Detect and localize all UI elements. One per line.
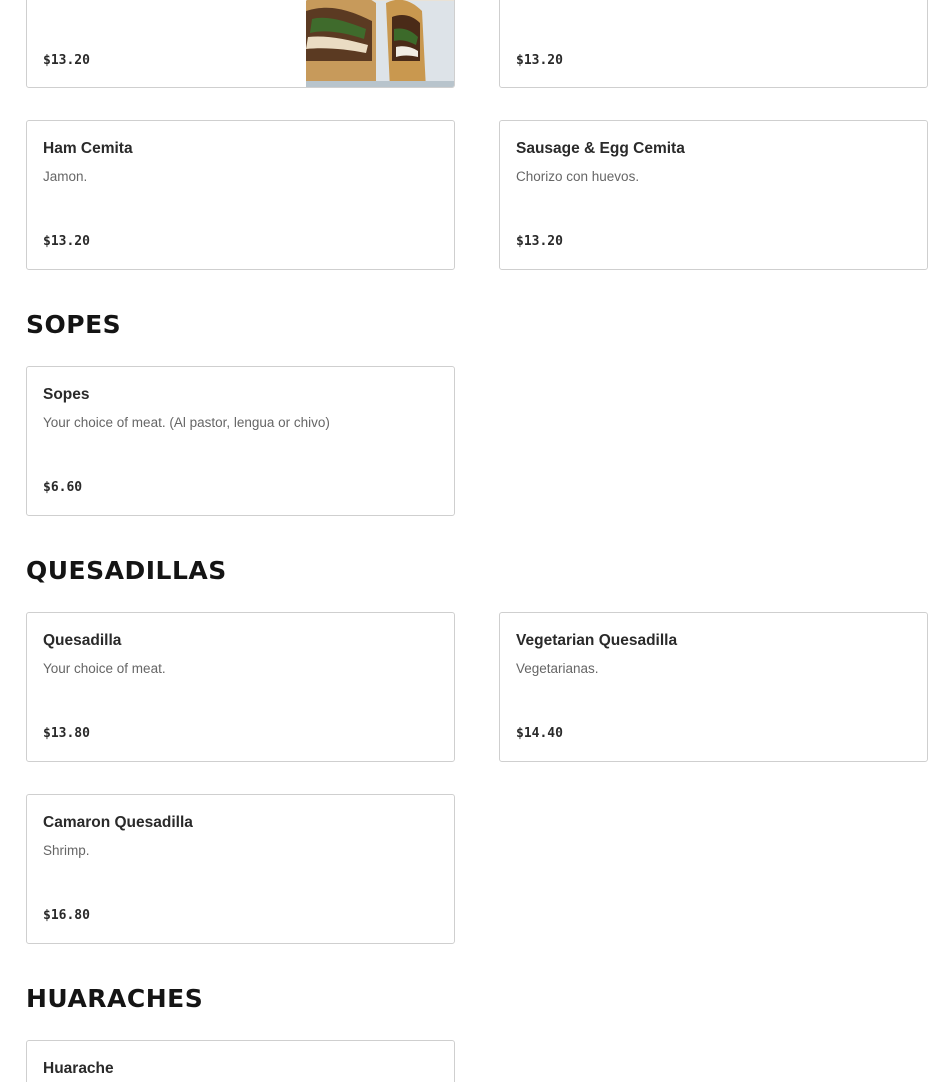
section-title-huaraches: HUARACHES <box>26 984 204 1013</box>
menu-item-card[interactable] <box>499 120 928 270</box>
section-title-sopes: SOPES <box>26 310 122 339</box>
menu-item-price: $13.20 <box>43 53 90 68</box>
menu-item-name: Camaron Quesadilla <box>43 814 193 831</box>
menu-item-card[interactable] <box>26 612 455 762</box>
menu-item-description: Shrimp. <box>43 843 90 858</box>
menu-item-name: Vegetarian Quesadilla <box>516 632 678 649</box>
menu-item-price: $13.20 <box>516 234 563 249</box>
food-photo-image <box>306 0 454 87</box>
menu-item-price: $13.80 <box>43 726 90 741</box>
menu-item-price: $13.20 <box>43 234 90 249</box>
menu-item-price: $16.80 <box>43 908 90 923</box>
menu-item-description: Jamon. <box>43 169 88 184</box>
menu-item-name: Sopes <box>43 386 90 403</box>
menu-item-card[interactable] <box>26 366 455 516</box>
menu-item-name: Quesadilla <box>43 632 122 649</box>
menu-item-card[interactable] <box>26 794 455 944</box>
menu-item-description: Chorizo con huevos. <box>516 169 640 184</box>
menu-item-card[interactable] <box>499 0 928 88</box>
menu-item-card[interactable] <box>499 612 928 762</box>
menu-item-description: Your choice of meat. <box>43 661 166 676</box>
section-title-quesadillas: QUESADILLAS <box>26 556 227 585</box>
menu-item-description: Your choice of meat. (Al pastor, lengua or chivo) <box>43 415 330 430</box>
menu-item-name: Ham Cemita <box>43 140 133 157</box>
menu-item-card[interactable] <box>26 1040 455 1082</box>
menu-item-price: $14.40 <box>516 726 563 741</box>
menu-item-card[interactable] <box>26 0 455 88</box>
menu-item-name: Huarache <box>43 1060 114 1077</box>
menu-item-name: Sausage & Egg Cemita <box>516 140 685 157</box>
menu-item-price: $13.20 <box>516 53 563 68</box>
menu-item-description: Vegetarianas. <box>516 661 599 676</box>
menu-item-price: $6.60 <box>43 480 83 495</box>
menu-item-card[interactable] <box>26 120 455 270</box>
